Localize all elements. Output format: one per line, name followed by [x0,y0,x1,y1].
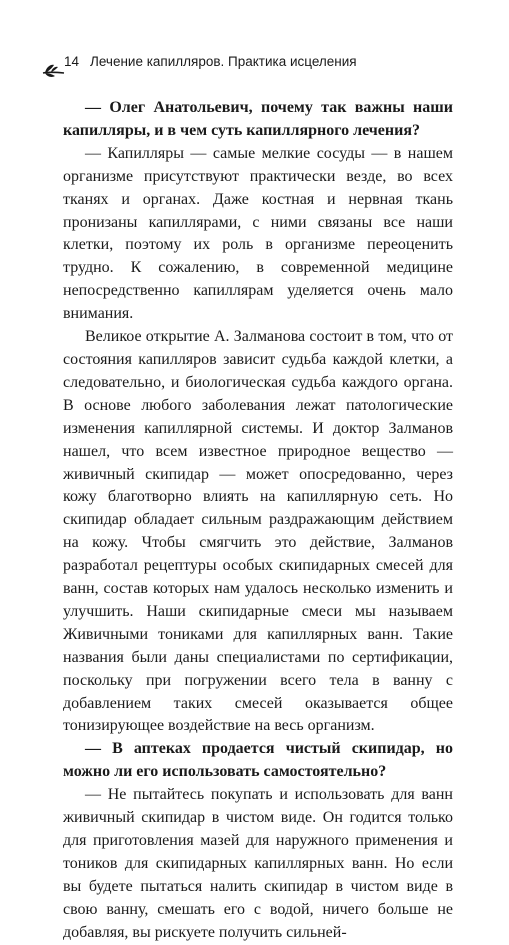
body-paragraph: Великое открытие А. Залманова состоит в том, что от состояния капилляров зависит судьба каждой клетки, а следовательно, и биологическая судьба каждого органа. В основе любого заболевания лежат патологические изменения капиллярной системы. И доктор Залманов нашел, что всем известное природное вещество — живичный скипидар — может опосредованно, через кожу благотворно влиять на капиллярную сеть. Но скипидар обладает сильным раздражающим действием на кожу. Чтобы смягчить это действие, Залманов разработал рецептуры особых скипидарных смесей для ванн, состав которых нам удалось несколько изменить и улучшить. Наши скипидарные смеси мы называем Живичными тониками для капиллярных ванн. Такие названия были даны специалистами по сертификации, поскольку при погружении всего тела в ванну с добавлением таких смесей оказывается общее тонизирующее воздействие на весь организм. [63,328,453,735]
answer-paragraph: — Капилляры — самые мелкие сосуды — в нашем организме присутствуют практически везде, во всех тканях и органах. Даже костная и нервная ткань пронизаны капиллярами, с ними связаны все наши клетки, поэтому их роль в организме переоценить трудно. К сожалению, в современной медицине непосредственно капиллярам уделяется очень мало внимания. [63,144,453,323]
answer-paragraph: — Не пытайтесь покупать и использовать для ванн живичный скипидар в чистом виде. Он годится только для приготовления мазей для наружного применения и тоников для скипидарных капиллярных ванн. Но если вы будете пытаться налить скипидар в чистом виде в свою ванну, смешать его с водой, ничего больше не добавляя, вы рискуете получить сильней- [63,786,453,941]
page-number: 14 [64,54,80,69]
question-paragraph: — В аптеках продается чистый скипидар, но можно ли его использовать самостоятельно? [63,740,453,781]
leaf-ornament-icon [42,54,66,80]
running-title: Лечение капилляров. Практика исцеления [90,54,357,69]
body-text [63,97,453,945]
running-header [42,54,472,82]
question-paragraph: — Олег Анатольевич, почему так важны наши капилляры, и в чем суть капиллярного лечения? [63,99,453,139]
